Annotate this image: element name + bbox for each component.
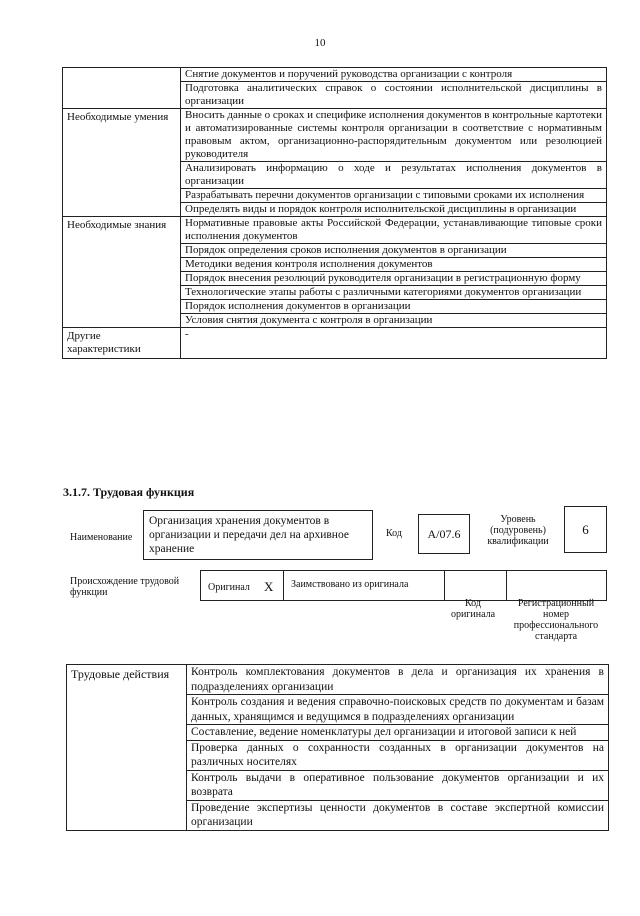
list-item: Подготовка аналитических справок о состоянии исполнительской дисциплины в организации <box>181 82 607 109</box>
code-label: Код <box>386 528 402 539</box>
other-characteristics-label: Другие характеристики <box>63 328 181 359</box>
list-item: Составление, ведение номенклатуры дел организации и итоговой записи к ней <box>187 725 609 741</box>
list-item: Технологические этапы работы с различными категориями документов организации <box>181 286 607 300</box>
list-item: Порядок определения сроков исполнения документов в организации <box>181 244 607 258</box>
list-item: Разрабатывать перечни документов организации с типовыми сроками их исполнения <box>181 189 607 203</box>
list-item: Контроль комплектования документов в дела и организация их хранения в подразделениях организации <box>187 665 609 695</box>
list-item: Нормативные правовые акты Российской Федерации, устанавливающие типовые сроки исполнения документов <box>181 217 607 244</box>
labor-actions-label: Трудовые действия <box>67 665 187 831</box>
list-item: Порядок исполнения документов в организации <box>181 300 607 314</box>
list-item: Снятие документов и поручений руководства организации с контроля <box>181 68 607 82</box>
registration-caption: Регистрационный номер профессионального стандарта <box>513 598 599 642</box>
table-row <box>63 68 607 82</box>
table-row <box>67 665 609 695</box>
list-item: Контроль выдачи в оперативное пользование документов организации и их возврата <box>187 770 609 800</box>
requirements-table <box>62 67 607 359</box>
list-item: Методики ведения контроля исполнения документов <box>181 258 607 272</box>
list-item: Проверка данных о сохранности созданных в организации документов на различных носителях <box>187 740 609 770</box>
labor-actions-table <box>66 664 609 831</box>
borrowed-label: Заимствовано из оригинала <box>291 579 409 590</box>
origin-table <box>200 570 607 601</box>
skills-label: Необходимые умения <box>63 109 181 217</box>
code-caption: Код оригинала <box>450 598 496 620</box>
table-row <box>63 217 607 244</box>
page-number: 10 <box>314 37 326 49</box>
original-label: Оригинал <box>208 582 250 593</box>
name-label: Наименование <box>70 532 133 543</box>
list-item: Контроль создания и ведения справочно-поисковых средств по документам и базам данных, хранящимся и ведущимся в подразделениях организации <box>187 695 609 725</box>
list-item: Условия снятия документа с контроля в организации <box>181 314 607 328</box>
knowledge-label: Необходимые знания <box>63 217 181 328</box>
divider <box>283 571 284 600</box>
qualification-level-label: Уровень (подуровень) квалификации <box>487 514 549 547</box>
list-item: Анализировать информацию о ходе и результатах исполнения документов в организации <box>181 162 607 189</box>
list-item: Определять виды и порядок контроля исполнительской дисциплины в организации <box>181 203 607 217</box>
divider <box>444 571 445 600</box>
code-value-box: А/07.6 <box>418 514 470 554</box>
table-row <box>63 109 607 162</box>
list-item: Порядок внесения резолюций руководителя организации в регистрационную форму <box>181 272 607 286</box>
origin-label: Происхождение трудовой функции <box>70 576 180 598</box>
other-characteristics-value: - <box>181 328 607 359</box>
empty-label-cell <box>63 68 181 109</box>
function-name-box: Организация хранения документов в организации и передачи дел на архивное хранение <box>143 510 373 560</box>
list-item: Вносить данные о сроках и специфике исполнения документов в контрольные картотеки и автоматизированные системы контроля организации в соответствие с нормативным правовым актом, организационно-распорядительным документом или резолюцией руководителя <box>181 109 607 162</box>
section-heading: 3.1.7. Трудовая функция <box>63 485 195 499</box>
table-row <box>63 328 607 359</box>
qualification-level-box: 6 <box>564 506 607 553</box>
original-mark: X <box>264 579 274 594</box>
list-item: Проведение экспертизы ценности документов в составе экспертной комиссии организации <box>187 800 609 830</box>
divider <box>506 571 507 600</box>
